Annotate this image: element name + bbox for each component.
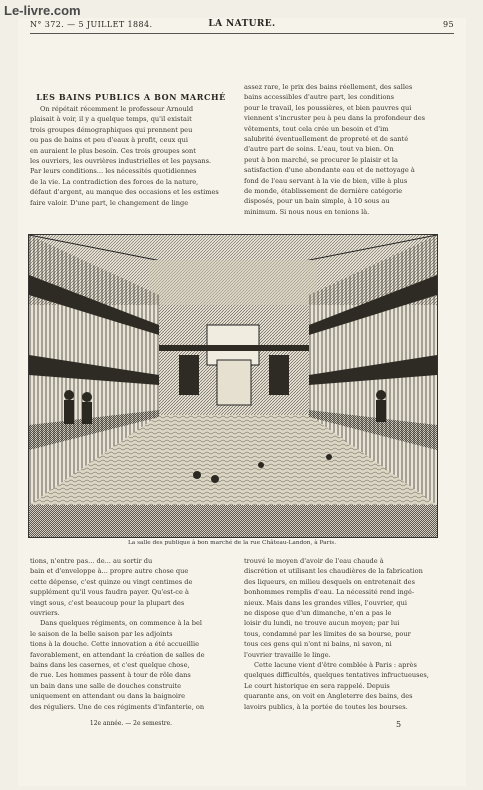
paragraph-line: bains accessibles d'autre part, les conditions	[244, 93, 395, 102]
paragraph-line: ou pas de bains et peu d'eaux à profit, ceux qui	[30, 136, 189, 145]
paragraph-line: discrétion et utilisant les chaudières de la fabrication	[244, 567, 423, 576]
paragraph-line: fond de l'eau servant à la vie de bien, ville à plus	[244, 176, 408, 185]
paragraph-line: tous, condamné par les limites de sa bourse, pour	[244, 629, 411, 638]
figure-caption: La salle des publique à bon marché de la rue Château-Landon, à Paris.	[127, 540, 337, 546]
paragraph-line: défaut d'argent, au manque des occasions et les estimes	[30, 188, 219, 197]
paragraph-line: quarante ans, on voit en Angleterre des bains, des	[244, 692, 413, 701]
column-left-bottom	[30, 556, 232, 712]
column-left-top	[30, 104, 232, 208]
paragraph-line: Cette lacune vient d'être comblée à Paris : après	[254, 661, 417, 670]
paragraph-line: faire valoir. D'une part, le changement de linge	[30, 198, 189, 207]
paragraph-line: d'autre part de soins. L'eau, tout va bien. On	[244, 145, 394, 154]
footer-note: 12e année. — 2e semestre.	[89, 720, 173, 727]
paragraph-line: les ouvriers, les ouvrières industrielles et les paysans.	[30, 157, 212, 166]
paragraph-line: trouvé le moyen d'avoir de l'eau chaude à	[244, 557, 384, 565]
paragraph-line: satisfaction d'une abondante eau et de nettoyage à	[244, 166, 415, 175]
paragraph-line: assez rare, le prix des bains réellement, des salles	[244, 83, 413, 91]
paragraph-line: loisir du lundi, ne trouve aucun moyen; par lui	[244, 619, 400, 628]
paragraph-line: plaisait à voir, il y a quelque temps, qu'il existait	[30, 115, 192, 124]
paragraph-line: pour le travail, les poussières, et bien pauvres qui	[244, 103, 412, 112]
paragraph-line: salubrité éventuellement de propreté et de santé	[244, 135, 409, 144]
column-right-top	[244, 82, 450, 217]
paragraph-line: l'ouvrier travaille le linge.	[244, 650, 331, 659]
illustration-bathhouse	[28, 234, 438, 538]
paragraph-line: Par leurs conditions... les nécessités quotidiennes	[30, 167, 197, 176]
paragraph-line: disposés, pour un bain simple, à 10 sous au	[244, 197, 390, 206]
paragraph-line: uniquement en attendant ou dans la baignoire	[30, 692, 186, 701]
paragraph-line: en auraient le plus besoin. Ces trois groupes sont	[30, 146, 196, 155]
paragraph-line: tions à la douche. Cette innovation a été accueillie	[30, 640, 200, 649]
paragraph-line: favorablement, en attendant la création de salles de	[30, 650, 205, 659]
paragraph-line: viennent s'incruster peu à peu dans la profondeur des	[244, 114, 426, 123]
engraving-illustration	[29, 235, 437, 537]
paragraph-line: ouvriers.	[30, 609, 60, 618]
paragraph-line: le saison de la belle saison par les adjoints	[30, 629, 173, 638]
paragraph-line: des réguliers. Une de ces régiments d'infanterie, on	[30, 702, 205, 711]
paragraph-line: un bain dans une salle de douches construite	[30, 681, 182, 690]
article-title: LES BAINS PUBLICS A BON MARCHÉ	[36, 92, 226, 102]
issue-info: N° 372. — 5 JUILLET 1884.	[30, 20, 153, 29]
paragraph-line: minimum. Si nous nous en tenions là.	[244, 207, 370, 216]
paragraph-line: supplément qu'il vous faudra payer. Qu'est-ce à	[30, 588, 189, 597]
paragraph-line: trois groupes démographiques qui prennent peu	[30, 125, 193, 134]
page-header	[30, 18, 454, 32]
paragraph-line: vêtements, tout cela crée un besoin et d'im	[244, 124, 389, 133]
header-rule	[30, 33, 454, 34]
page-number-top: 95	[443, 20, 454, 29]
paragraph-line: tions, n'entre pas... de... au sortir du	[30, 557, 153, 565]
paragraph-line: lavoirs publics, à la portée de toutes les bourses.	[244, 702, 408, 711]
paragraph-line: nieux. Mais dans les grandes villes, l'ouvrier, qui	[244, 598, 407, 607]
paragraph-line: peut à bon marché, se procurer le plaisir et la	[244, 155, 398, 164]
document-page	[18, 18, 466, 786]
paragraph-line: On répétait récemment le professeur Arnould	[40, 105, 194, 113]
paragraph-line: bains dans les casernes, et c'est quelque chose,	[30, 661, 190, 670]
paragraph-line: ne dispose que d'un dimanche, n'en a pas le	[244, 609, 392, 618]
paragraph-line: Dans quelques régiments, on commence à la bel	[40, 619, 202, 628]
paragraph-line: quelques difficultés, quelques tentatives infructueuses,	[244, 671, 429, 680]
page-number-bottom: 5	[396, 720, 402, 729]
paragraph-line: bain et d'enveloppe à... propre autre chose que	[30, 567, 189, 576]
journal-title: LA NATURE.	[208, 19, 276, 29]
paragraph-line: de monde, établissement de dernière catégorie	[244, 187, 403, 196]
paragraph-line: tous ces gens qui n'ont ni bains, ni savon, ni	[244, 640, 392, 649]
column-right-bottom	[244, 556, 450, 712]
paragraph-line: vingt sous, c'est beaucoup pour la plupart des	[30, 598, 185, 607]
paragraph-line: de rue. Les hommes passent à tour de rôle dans	[30, 671, 191, 680]
paragraph-line: cette dépense, c'est quinze ou vingt centimes de	[30, 577, 193, 586]
paragraph-line: Le court historique en sera rappelé. Depuis	[244, 681, 390, 690]
watermark-logo: Le-livre.com	[4, 3, 81, 18]
paragraph-line: des liqueurs, en milieu desquels on entretenait des	[244, 577, 415, 586]
paragraph-line: de la vie. La contradiction des forces de la nature,	[30, 177, 199, 186]
paragraph-line: bonhommes remplis d'eau. La nécessité rend ingé-	[244, 588, 415, 597]
